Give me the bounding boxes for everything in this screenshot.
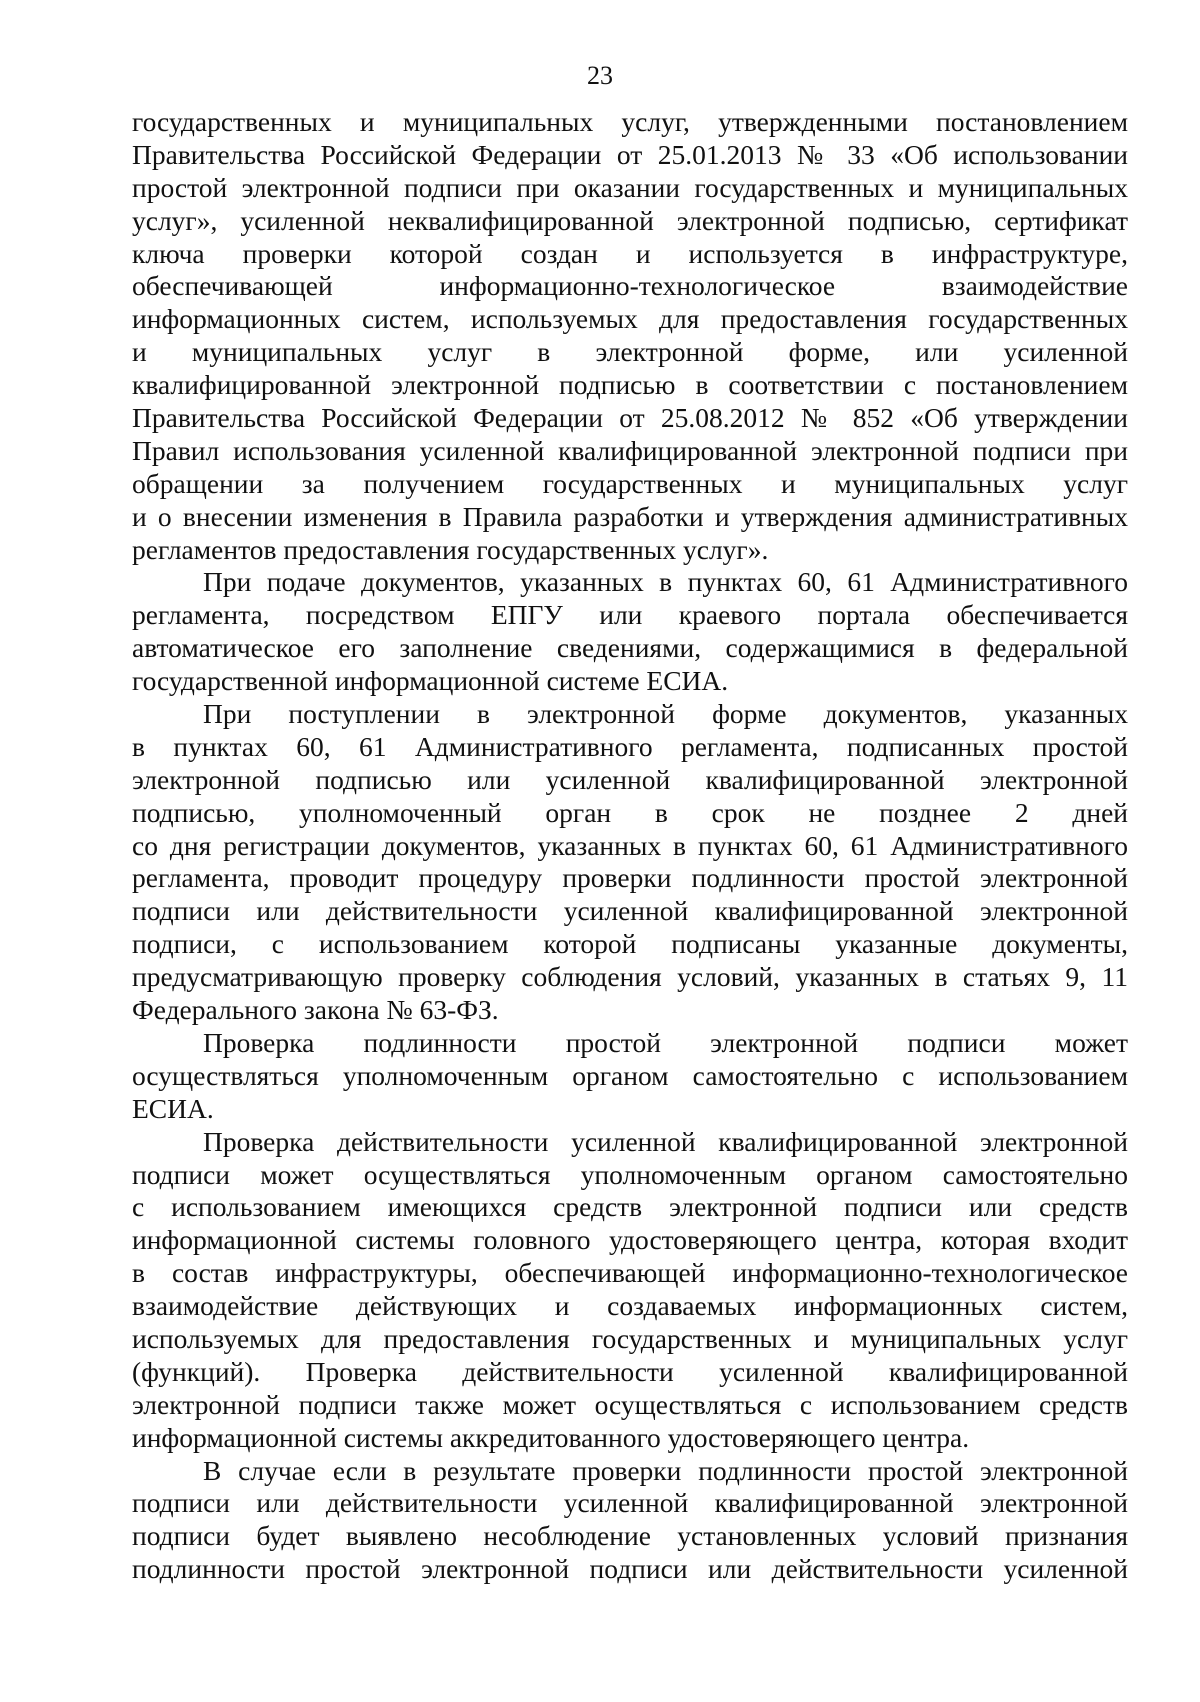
text-line: регламента, посредством ЕПГУ или краевого портала обеспечивается <box>132 599 1128 631</box>
text-line: подписи или действительности усиленной квалифицированной электронной <box>132 1487 1128 1519</box>
text-line: Правительства Российской Федерации от 25.08.2012 № 852 «Об утверждении <box>132 402 1128 434</box>
text-line: Правительства Российской Федерации от 25.01.2013 № 33 «Об использовании <box>132 138 1128 170</box>
text-line: регламента, проводит процедуру проверки подлинности простой электронной <box>132 862 1128 894</box>
text-line: услуг», усиленной неквалифицированной электронной подписью, сертификат <box>132 204 1128 236</box>
text-line: подписи или действительности усиленной квалифицированной электронной <box>132 895 1128 927</box>
text-line: информационной системы аккредитованного удостоверяющего центра. <box>132 1421 970 1453</box>
text-line: При поступлении в электронной форме документов, указанных <box>203 698 1128 730</box>
text-line: информационных систем, используемых для предоставления государственных <box>132 303 1128 335</box>
text-line: в пунктах 60, 61 Административного регламента, подписанных простой <box>132 730 1128 762</box>
text-line: электронной подписью или усиленной квалифицированной электронной <box>132 763 1128 795</box>
document-body-text <box>132 106 1128 1586</box>
text-line: и муниципальных услуг в электронной форме, или усиленной <box>132 336 1128 368</box>
text-line: государственной информационной системе ЕСИА. <box>132 665 729 697</box>
text-line: государственных и муниципальных услуг, утвержденными постановлением <box>132 106 1128 137</box>
text-line: квалифицированной электронной подписью в соответствии с постановлением <box>132 369 1128 401</box>
text-line: (функций). Проверка действительности усиленной квалифицированной <box>132 1355 1128 1387</box>
text-line: со дня регистрации документов, указанных в пунктах 60, 61 Административного <box>132 829 1128 861</box>
text-line: подписи может осуществляться уполномоченным органом самостоятельно <box>132 1158 1128 1190</box>
text-line: осуществляться уполномоченным органом самостоятельно с использованием <box>132 1059 1128 1091</box>
text-line: в состав инфраструктуры, обеспечивающей информационно-технологическое <box>132 1257 1128 1289</box>
text-line: обращении за получением государственных и муниципальных услуг <box>132 467 1128 499</box>
text-line: с использованием имеющихся средств электронной подписи или средств <box>132 1191 1128 1223</box>
text-line: Федерального закона № 63-ФЗ. <box>132 994 499 1026</box>
page-number: 23 <box>587 61 613 90</box>
text-line: подписи будет выявлено несоблюдение установленных условий признания <box>132 1520 1128 1552</box>
text-line: ЕСИА. <box>132 1092 214 1124</box>
text-line: информационной системы головного удостоверяющего центра, которая входит <box>132 1224 1128 1256</box>
text-line: простой электронной подписи при оказании государственных и муниципальных <box>132 171 1128 203</box>
text-line: При подаче документов, указанных в пунктах 60, 61 Административного <box>203 566 1128 598</box>
text-line: электронной подписи также может осуществляться с использованием средств <box>132 1388 1128 1420</box>
text-line: автоматическое его заполнение сведениями, содержащимися в федеральной <box>132 632 1128 664</box>
text-line: регламентов предоставления государственных услуг». <box>132 533 769 565</box>
text-line: подлинности простой электронной подписи или действительности усиленной <box>132 1553 1128 1585</box>
text-line: используемых для предоставления государственных и муниципальных услуг <box>132 1322 1128 1354</box>
text-line: Проверка подлинности простой электронной подписи может <box>203 1026 1128 1058</box>
text-line: подписью, уполномоченный орган в срок не позднее 2 дней <box>132 796 1128 828</box>
text-line: Правил использования усиленной квалифицированной электронной подписи при <box>132 434 1128 466</box>
text-line: обеспечивающей информационно-технологическое взаимодействие <box>132 270 1128 302</box>
text-line: В случае если в результате проверки подлинности простой электронной <box>203 1454 1128 1486</box>
text-line: ключа проверки которой создан и используется в инфраструктуре, <box>132 237 1128 269</box>
text-line: взаимодействие действующих и создаваемых информационных систем, <box>132 1290 1128 1322</box>
text-line: и о внесении изменения в Правила разработки и утверждения административных <box>132 500 1128 532</box>
text-line: подписи, с использованием которой подписаны указанные документы, <box>132 928 1128 960</box>
text-line: предусматривающую проверку соблюдения условий, указанных в статьях 9, 11 <box>132 961 1128 993</box>
text-line: Проверка действительности усиленной квалифицированной электронной <box>203 1125 1128 1157</box>
